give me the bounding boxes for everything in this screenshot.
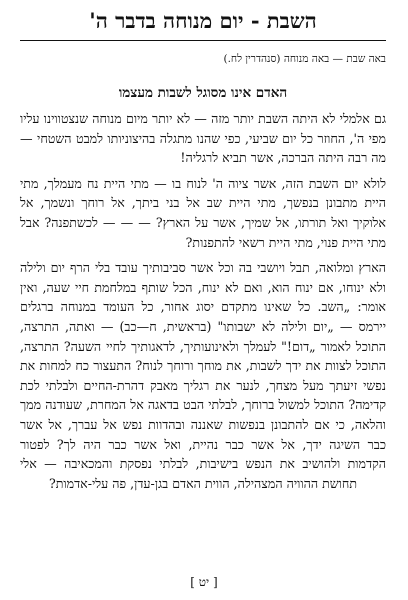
page-number: [ יט ]: [190, 575, 218, 589]
paragraph-1: גם אלמלי לא היתה השבת יותר מזה — לא יותר מיום מנוחה שנצטווינו עליו מפי ה', החוזר כל יום שביעי, כפי שהנו מתגלה בהיצוניותו למבט השטחי — מה רבה היתה הברכה, אשר תביא לרגליה!: [20, 111, 386, 166]
epigraph: באה שבת — באה מנוחה (סנהדרין לח.): [223, 53, 386, 65]
body-text: [20, 109, 386, 493]
title-divider: [20, 40, 386, 41]
section-title: האדם אינו מסוגל לשבות מעצמו: [118, 85, 288, 101]
page-title: השבת - יום מנוחה בדבר ה': [89, 8, 317, 33]
paragraph-3: הארץ ומלואה, תבל ויושבי בה וכל אשר סביבותיך עובד בלי הרף יום ולילה ולא ינוחו, אם ינוח הוא, ואם לא ינוח, הכל שותף במלחמת חיי שעה, ואין אומר: „השב. כל שאינו מתקדם יסוג אחור, כל העומד במנוחה ברגלים יירמס — „יום ולילה לא ישבותו" (בראשית, ח—כב) — ואתה, התרצה, התוכל לאמור „דום!" לעמלך ולאינועותיך, לדאגותיך לחיי השעה? התרצה, התוכל לצוות את ידך לשבות, את מוחך ורוחך לנוח? התעצור כח למחות את נפשי זיעתך מעל מצחך, לנער את רגליך מאבק דהרת-החיים ולבלתי לכת קדימה? התוכל למשול ברוחך, לבלתי הבט בדאגה אל המחרת, שעודנה ממך והלאה, כי אם להתבונן בנפשות שאננה ובהדוות נפש אל עברך, אל אשר כבר השיגה ידך, אל אשר כבר נהיית, ואל אשר כבר היה לך? לפטור הקדמות ולהושיב את הנפש בישיבות, לבלתי נפסקת והמכאיבה — אלי תחושת ההוויה המצהילה, הווית האדם בגן-עדן, פה עלי-אדמות?: [20, 260, 386, 491]
paragraph-2: לולא יום השבת הזה, אשר ציוה ה' לנוח בו — מתי היית נח מעמלך, מתי היית מתבונן בנפשך, מתי היית שב אל בני ביתך, אל רוחך ונשמך, אל אלוקיך ואל תורתו, אל שמיך, אשר על הארץ? — — — לכשתפנה? אבל מתי היית פנוי, מתי היית רשאי להתפנות?: [20, 175, 386, 250]
